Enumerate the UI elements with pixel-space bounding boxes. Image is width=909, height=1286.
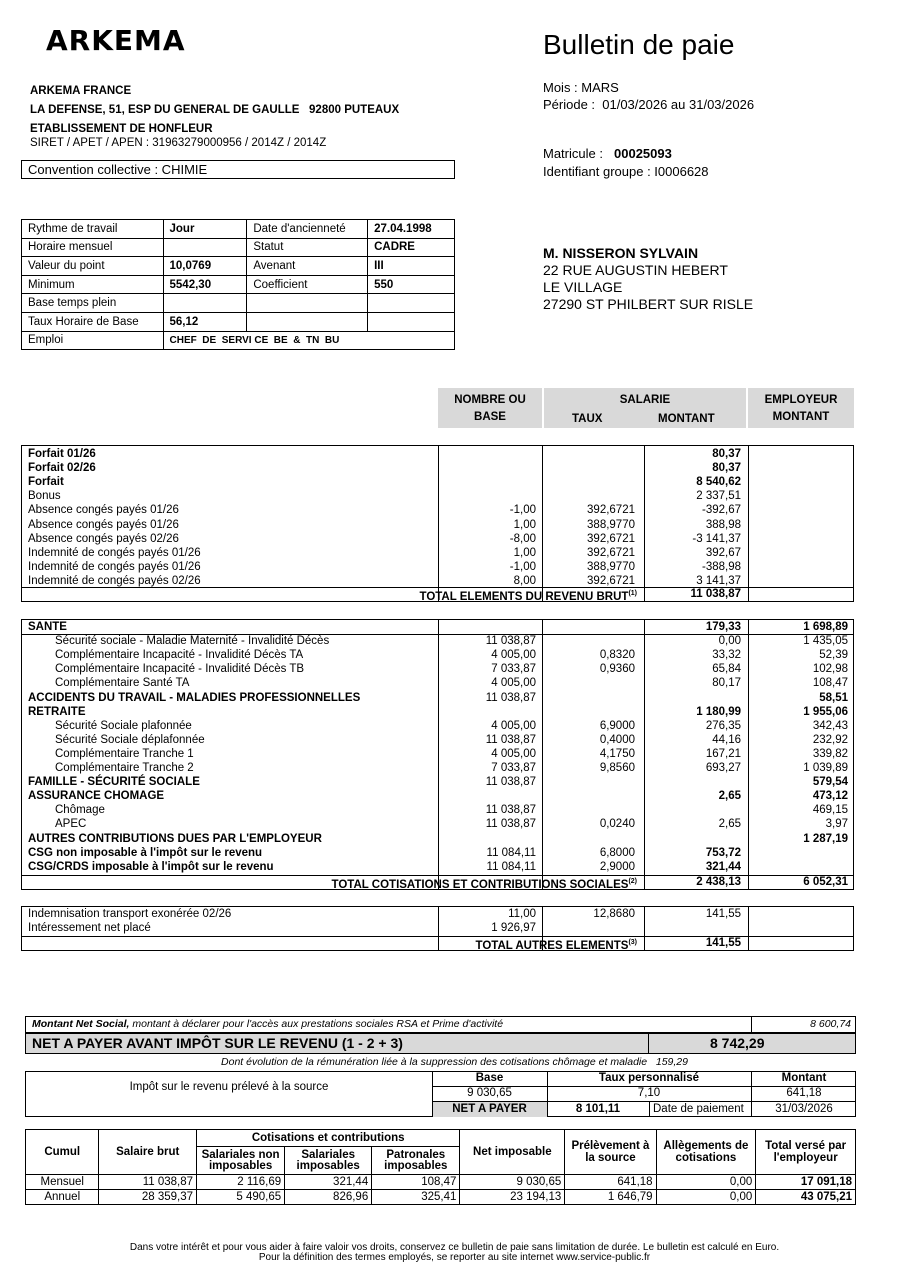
info-cell: Base temps plein [22, 294, 164, 313]
matricule: 00025093 [614, 146, 672, 161]
cumul-cell: 108,47 [372, 1175, 460, 1190]
brut-total-label [420, 587, 638, 604]
cumul-cell: 0,00 [656, 1175, 756, 1190]
row-value: 9,8560 [599, 762, 635, 774]
info-row [22, 220, 455, 239]
row-label: Sécurité sociale - Maladie Maternité - Invalidité Décès [55, 635, 330, 648]
row-value: 102,98 [812, 663, 848, 676]
cumul-cell: 321,44 [285, 1175, 372, 1190]
brut-row [22, 489, 853, 503]
row-value: 2,65 [718, 818, 741, 831]
net-a-payer: 8 101,11 [575, 1103, 621, 1115]
row-label: Sécurité Sociale plafonnée [55, 719, 192, 732]
row-label: Sécurité Sociale déplafonnée [55, 733, 205, 746]
cotisation-row [22, 620, 853, 634]
impot-base-header: Base [475, 1072, 504, 1084]
cotisation-row [22, 648, 853, 662]
cotisation-row [22, 719, 853, 733]
row-value: 1 435,05 [803, 635, 848, 648]
cot-total-sal: 2 438,13 [696, 876, 741, 888]
net-avant-impot-label: NET A PAYER AVANT IMPÔT SUR LE REVENU (1 - 2 + 3) [32, 1035, 403, 1051]
row-label: Absence congés payés 01/26 [28, 518, 179, 531]
row-value: 2,9000 [599, 860, 635, 873]
cumul-table [25, 1129, 856, 1205]
cotisation-row [22, 775, 853, 789]
row-value: 2 337,51 [696, 490, 741, 503]
row-value: 167,21 [705, 747, 741, 760]
net-imp-header: Net imposable [460, 1130, 565, 1175]
row-value: 33,32 [712, 649, 741, 662]
impot-montant: 641,18 [786, 1087, 822, 1099]
row-value: 469,15 [812, 804, 848, 817]
row-label: Indemnité de congés payés 01/26 [28, 560, 201, 573]
row-value: 11 038,87 [485, 804, 536, 817]
info-cell [163, 294, 247, 313]
alleg-header: Allègements de cotisations [656, 1130, 756, 1175]
cumul-row [26, 1175, 856, 1190]
cumul-cell: 17 091,18 [756, 1175, 856, 1190]
emploi-label: Emploi [22, 331, 164, 350]
brut-row [22, 532, 853, 546]
info-cell: Taux Horaire de Base [22, 312, 164, 331]
row-label: Forfait [28, 476, 64, 489]
row-value: 4 005,00 [491, 677, 536, 690]
row-value: 52,39 [819, 649, 848, 662]
cumul-cell: 826,96 [285, 1190, 372, 1205]
info-row [22, 275, 455, 294]
impot-montant-header: Montant [781, 1072, 827, 1084]
row-value: 179,33 [705, 621, 741, 633]
row-value: 80,17 [712, 677, 741, 690]
employee-info-table [21, 219, 455, 350]
info-cell [163, 238, 247, 257]
row-label: Complémentaire Incapacité - Invalidité Décès TA [55, 649, 304, 662]
row-value: -388,98 [701, 560, 741, 573]
info-cell: Date d'ancienneté [247, 220, 368, 239]
row-value: 7 033,87 [491, 762, 536, 774]
row-value: 0,4000 [599, 733, 635, 746]
cot-total-emp: 6 052,31 [803, 876, 848, 888]
row-label: CSG/CRDS imposable à l'impôt sur le revenu [28, 860, 274, 873]
autres-section [21, 906, 854, 951]
row-value: 58,51 [819, 691, 848, 704]
brut-total-value: 11 038,87 [690, 588, 741, 600]
row-value: 392,6721 [587, 546, 635, 559]
row-label: FAMILLE - SÉCURITÉ SOCIALE [28, 776, 200, 789]
info-cell: Statut [247, 238, 368, 257]
autres-total-text: TOTAL AUTRES ELEMENTS [475, 939, 629, 952]
brut-row [22, 503, 853, 517]
brut-row [22, 475, 853, 489]
company-name: ARKEMA FRANCE [30, 85, 132, 97]
autres-total-row [22, 936, 853, 950]
brut-row [22, 574, 853, 588]
employee-line2: LE VILLAGE [543, 279, 623, 295]
row-value: 342,43 [812, 719, 848, 732]
row-value: 1 180,99 [696, 705, 741, 718]
cotisation-row [22, 803, 853, 817]
row-value: 0,9360 [599, 663, 635, 676]
cotisation-row [22, 676, 853, 690]
prelev-header: Prélèvement à la source [565, 1130, 656, 1175]
row-value: 1 926,97 [491, 922, 536, 934]
col-header-nombre: NOMBRE OU [454, 394, 526, 406]
autres-row [22, 921, 853, 935]
row-value: 8,00 [513, 574, 536, 587]
matricule-label: Matricule : [543, 146, 603, 161]
row-value: -1,00 [509, 504, 536, 517]
row-value: 80,37 [712, 462, 741, 475]
employee-name: M. NISSERON SYLVAIN [543, 245, 699, 261]
row-label: Absence congés payés 02/26 [28, 532, 179, 545]
row-value: 4 005,00 [491, 649, 536, 662]
cumul-cell: Annuel [26, 1190, 99, 1205]
info-cell: CADRE [368, 238, 455, 257]
row-value: 693,27 [705, 762, 741, 774]
info-cell: 550 [368, 275, 455, 294]
convention: Convention collective : CHIMIE [21, 160, 455, 179]
info-cell [368, 294, 455, 313]
row-label: Indemnisation transport exonérée 02/26 [28, 908, 232, 920]
info-cell: III [368, 257, 455, 276]
brut-row [22, 546, 853, 560]
info-cell: 10,0769 [163, 257, 247, 276]
autres-total-value: 141,55 [705, 937, 741, 949]
impot-taux-header: Taux personnalisé [598, 1072, 700, 1084]
col-header-base [438, 388, 542, 428]
brut-row [22, 560, 853, 574]
row-value: 321,44 [705, 860, 741, 873]
info-cell: Rythme de travail [22, 220, 164, 239]
evolution-note: Dont évolution de la rémunération liée à la suppression des cotisations chômage et maladie 159,29 [221, 1056, 688, 1068]
payment-date-label: Date de paiement [653, 1103, 744, 1115]
row-value: 11 038,87 [485, 733, 536, 746]
row-value: 392,6721 [587, 532, 635, 545]
cotisation-row [22, 860, 853, 874]
autres-row [22, 907, 853, 921]
brut-total-text: TOTAL ELEMENTS DU REVENU BRUT [419, 590, 629, 603]
row-value: 11 038,87 [485, 635, 536, 648]
info-row [22, 312, 455, 331]
cumul-cell: 0,00 [656, 1190, 756, 1205]
row-value: 12,8680 [593, 908, 635, 920]
info-cell: Minimum [22, 275, 164, 294]
row-label: Complémentaire Tranche 1 [55, 747, 194, 760]
row-value: 44,16 [712, 733, 741, 746]
row-value: -8,00 [509, 532, 536, 545]
cumul-cell: 2 116,69 [197, 1175, 285, 1190]
cumul-cell: 5 490,65 [197, 1190, 285, 1205]
info-cell: 27.04.1998 [368, 220, 455, 239]
row-value: 0,8320 [599, 649, 635, 662]
row-value: 1,00 [513, 546, 536, 559]
row-label: Intéressement net placé [28, 922, 151, 934]
row-value: 11 038,87 [485, 818, 536, 831]
net-social-row [25, 1016, 856, 1033]
row-value: 4,1750 [599, 747, 635, 760]
net-social-label: Montant Net Social, [32, 1018, 130, 1030]
brut-row [22, 461, 853, 475]
info-cell: Coefficient [247, 275, 368, 294]
row-value: 11,00 [508, 908, 536, 920]
net-social-value: 8 600,74 [810, 1018, 851, 1030]
row-value: 11 084,11 [486, 846, 536, 859]
emploi-value: CHEF DE SERVI CE BE & TN BU [163, 331, 454, 350]
row-label: Indemnité de congés payés 02/26 [28, 574, 201, 587]
row-label: Chômage [55, 804, 105, 817]
col-header-salarie [544, 388, 746, 428]
row-value: 65,84 [712, 663, 741, 676]
info-cell [368, 312, 455, 331]
cumul-cell: 23 194,13 [460, 1190, 565, 1205]
row-label: Indemnité de congés payés 01/26 [28, 546, 201, 559]
col-header-employeur [748, 388, 854, 428]
row-value: 3,97 [825, 818, 848, 831]
impot-box [25, 1071, 856, 1117]
row-value: 388,98 [705, 518, 741, 531]
payment-date: 31/03/2026 [775, 1103, 833, 1115]
row-value: -1,00 [509, 560, 536, 573]
footnote-ref: (1) [628, 590, 637, 597]
brut-section [21, 445, 854, 602]
row-label: Forfait 02/26 [28, 462, 96, 475]
cotisation-row [22, 846, 853, 860]
row-label: Complémentaire Incapacité - Invalidité Décès TB [55, 663, 305, 676]
info-cell: Jour [163, 220, 247, 239]
employee-line3: 27290 ST PHILBERT SUR RISLE [543, 296, 754, 312]
row-value: 1,00 [513, 518, 536, 531]
row-value: -392,67 [701, 504, 741, 517]
row-value: 6,9000 [599, 719, 635, 732]
page-title: Bulletin de paie [543, 29, 735, 60]
brut-row [22, 447, 853, 461]
row-value: 2,65 [718, 790, 741, 803]
footnote-ref: (3) [628, 939, 637, 946]
cumul-header: Cumul [26, 1130, 99, 1175]
cumul-cell: 11 038,87 [99, 1175, 197, 1190]
cotisation-row [22, 761, 853, 775]
row-value: 392,67 [705, 546, 741, 559]
row-label: Complémentaire Tranche 2 [55, 762, 194, 774]
row-value: 1 698,89 [803, 621, 848, 633]
cotisations-section [21, 619, 854, 890]
cumul-cell: 1 646,79 [565, 1190, 656, 1205]
row-value: 232,92 [812, 733, 848, 746]
row-value: 1 039,89 [803, 762, 848, 774]
col-header-montant: MONTANT [658, 413, 715, 425]
info-row [22, 257, 455, 276]
net-avant-impot-value: 8 742,29 [710, 1035, 765, 1051]
company-address: LA DEFENSE, 51, ESP DU GENERAL DE GAULLE 92800 PUTEAUX [30, 104, 400, 116]
cumul-cell: 9 030,65 [460, 1175, 565, 1190]
group-id: Identifiant groupe : I0006628 [543, 164, 709, 179]
autres-total-label [476, 936, 637, 953]
row-label: Bonus [28, 490, 61, 503]
row-value: 388,9770 [587, 560, 635, 573]
info-row [22, 238, 455, 257]
row-value: 0,00 [718, 635, 741, 648]
cumul-cell: 28 359,37 [99, 1190, 197, 1205]
cotisation-row [22, 789, 853, 803]
col-header-base-label: BASE [474, 411, 506, 423]
info-cell: 56,12 [163, 312, 247, 331]
cumul-cell: 641,18 [565, 1175, 656, 1190]
row-value: 1 955,06 [803, 705, 848, 718]
row-label: Forfait 01/26 [28, 448, 96, 460]
cotisation-row [22, 747, 853, 761]
info-cell: Valeur du point [22, 257, 164, 276]
cotisation-row [22, 733, 853, 747]
total-header: Total versé par l'employeur [756, 1130, 856, 1175]
row-label: Absence congés payés 01/26 [28, 504, 179, 517]
row-label: CSG non imposable à l'impôt sur le revenu [28, 846, 263, 859]
sal-imp-header: Salariales imposables [285, 1147, 372, 1175]
row-value: 392,6721 [587, 504, 635, 517]
cumul-row [26, 1190, 856, 1205]
col-header-employeur-label: EMPLOYEUR [764, 394, 838, 406]
net-a-payer-label: NET A PAYER [452, 1103, 527, 1115]
company-logo: ARKEMA [46, 24, 186, 57]
row-label: ASSURANCE CHOMAGE [28, 790, 165, 803]
cotisation-row [22, 691, 853, 705]
row-value: 4 005,00 [491, 747, 536, 760]
info-cell: Avenant [247, 257, 368, 276]
row-label: SANTE [28, 621, 67, 633]
row-value: 11 038,87 [485, 691, 536, 704]
brut-total-row [22, 587, 853, 601]
row-label: RETRAITE [28, 705, 86, 718]
impot-taux: 7,10 [637, 1087, 661, 1099]
row-label: APEC [55, 818, 87, 831]
footer-line1: Dans votre intérêt et pour vous aider à faire valoir vos droits, conservez ce bulletin de paie sans limitation de durée. Le bulletin est calculé en Euro. [129, 1242, 780, 1253]
brut-row [22, 518, 853, 532]
row-value: 11 038,87 [485, 776, 536, 789]
brut-header: Salaire brut [99, 1130, 197, 1175]
footnote-ref: (2) [628, 878, 637, 885]
row-value: 276,35 [705, 719, 741, 732]
row-value: 473,12 [812, 790, 848, 803]
pay-period: Période : 01/03/2026 au 31/03/2026 [543, 97, 755, 112]
cumul-cell: Mensuel [26, 1175, 99, 1190]
impot-label: Impôt sur le revenu prélevé à la source [129, 1081, 329, 1093]
row-label: Complémentaire Santé TA [55, 677, 190, 690]
info-cell [247, 294, 368, 313]
cot-total-text: TOTAL COTISATIONS ET CONTRIBUTIONS SOCIALES [331, 878, 629, 891]
row-value: 579,54 [812, 776, 848, 789]
info-row [22, 294, 455, 313]
cot-total-label [332, 875, 637, 892]
row-value: 388,9770 [587, 518, 635, 531]
pat-imp-header: Patronales imposables [372, 1147, 460, 1175]
footer-line2: Pour la définition des termes employés, se reporter au site internet www.service-public.fr [258, 1252, 651, 1263]
establishment: ETABLISSEMENT DE HONFLEUR [30, 123, 213, 135]
row-value: 141,55 [705, 908, 741, 920]
pay-month: Mois : MARS [543, 80, 619, 95]
col-header-taux: TAUX [572, 413, 603, 425]
cumul-cell: 43 075,21 [756, 1190, 856, 1205]
row-value: 0,0240 [599, 818, 635, 831]
cotisation-row [22, 817, 853, 831]
cot-header: Cotisations et contributions [197, 1130, 460, 1147]
row-value: 6,8000 [599, 846, 635, 859]
row-value: 80,37 [712, 448, 741, 460]
row-value: 3 141,37 [696, 574, 741, 587]
info-cell: Horaire mensuel [22, 238, 164, 257]
sal-non-imp-header: Salariales non imposables [197, 1147, 285, 1175]
row-value: 4 005,00 [491, 719, 536, 732]
cot-total-row [22, 875, 853, 889]
row-value: -3 141,37 [692, 532, 741, 545]
col-header-salarie-label: SALARIE [619, 394, 671, 406]
employee-line1: 22 RUE AUGUSTIN HEBERT [543, 262, 728, 278]
row-value: 339,82 [812, 747, 848, 760]
cotisation-row [22, 662, 853, 676]
cotisation-row [22, 705, 853, 719]
row-value: 1 287,19 [803, 832, 848, 845]
cumul-cell: 325,41 [372, 1190, 460, 1205]
cotisation-row [22, 634, 853, 648]
employee-address [543, 245, 753, 313]
row-label: AUTRES CONTRIBUTIONS DUES PAR L'EMPLOYEUR [28, 832, 322, 845]
info-cell [247, 312, 368, 331]
net-social-desc: montant à déclarer pour l'accès aux prestations sociales RSA et Prime d'activité [129, 1018, 504, 1030]
net-avant-impot-row [25, 1033, 856, 1054]
row-value: 108,47 [812, 677, 848, 690]
row-value: 8 540,62 [696, 476, 741, 489]
row-value: 753,72 [705, 846, 741, 859]
row-value: 11 084,11 [486, 860, 536, 873]
cotisation-row [22, 832, 853, 846]
info-cell: 5542,30 [163, 275, 247, 294]
impot-base: 9 030,65 [467, 1087, 512, 1099]
siret: SIRET / APET / APEN : 31963279000956 / 2014Z / 2014Z [30, 137, 327, 149]
col-header-employeur-montant: MONTANT [772, 411, 830, 423]
row-label: ACCIDENTS DU TRAVAIL - MALADIES PROFESSIONNELLES [28, 691, 361, 704]
row-value: 7 033,87 [491, 663, 536, 676]
row-value: 392,6721 [587, 574, 635, 587]
